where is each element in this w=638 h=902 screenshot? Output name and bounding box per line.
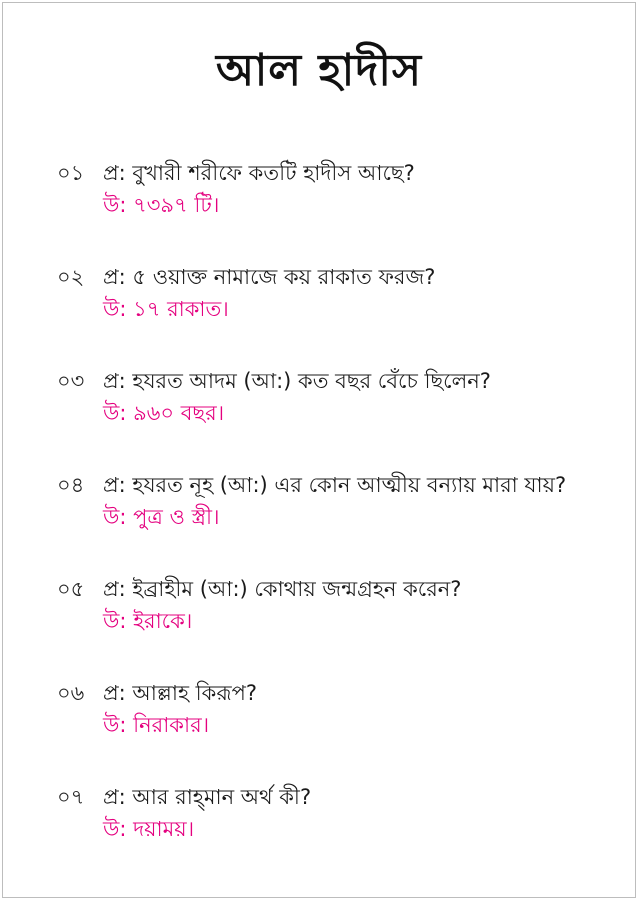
item-number: ০৩ bbox=[57, 369, 85, 393]
qa-item-7 bbox=[57, 783, 615, 887]
question-text: প্র: বুখারী শরীফে কতটি হাদীস আছে? bbox=[103, 161, 415, 185]
question-text: প্র: ৫ ওয়াক্ত নামাজে কয় রাকাত ফরজ? bbox=[103, 265, 436, 289]
qa-item-4 bbox=[57, 471, 615, 575]
item-number: ০১ bbox=[57, 161, 85, 185]
item-number: ০৬ bbox=[57, 681, 85, 705]
question-text: প্র: হযরত আদম (আ:) কত বছর বেঁচে ছিলেন? bbox=[103, 369, 491, 393]
answer-text: উ: ১৭ রাকাত। bbox=[103, 297, 229, 321]
item-number: ০৪ bbox=[57, 473, 85, 497]
page-title: আল হাদীস bbox=[215, 45, 423, 96]
answer-text: উ: ইরাকে। bbox=[103, 609, 193, 633]
question-text: প্র: আর রাহ্‌মান অর্থ কী? bbox=[103, 785, 312, 809]
page bbox=[2, 2, 636, 898]
qa-item-2 bbox=[57, 263, 615, 367]
question-text: প্র: ইব্রাহীম (আ:) কোথায় জন্মগ্রহন করেন? bbox=[103, 577, 462, 601]
qa-item-1 bbox=[57, 159, 615, 263]
qa-item-5 bbox=[57, 575, 615, 679]
item-number: ০৭ bbox=[57, 785, 85, 809]
answer-text: উ: পুত্র ও স্ত্রী। bbox=[103, 505, 220, 529]
answer-text: উ: ৭৩৯৭ টি। bbox=[103, 193, 220, 217]
item-number: ০২ bbox=[57, 265, 85, 289]
item-number: ০৫ bbox=[57, 577, 85, 601]
answer-text: উ: ৯৬০ বছর। bbox=[103, 401, 225, 425]
qa-item-6 bbox=[57, 679, 615, 783]
question-text: প্র: আল্লাহ কিরূপ? bbox=[103, 681, 258, 705]
answer-text: উ: দয়াময়। bbox=[103, 817, 195, 841]
answer-text: উ: নিরাকার। bbox=[103, 713, 210, 737]
qa-item-3 bbox=[57, 367, 615, 471]
qa-list bbox=[57, 159, 615, 887]
question-text: প্র: হযরত নূহ (আ:) এর কোন আত্মীয় বন্যায় মারা যায়? bbox=[103, 473, 567, 497]
